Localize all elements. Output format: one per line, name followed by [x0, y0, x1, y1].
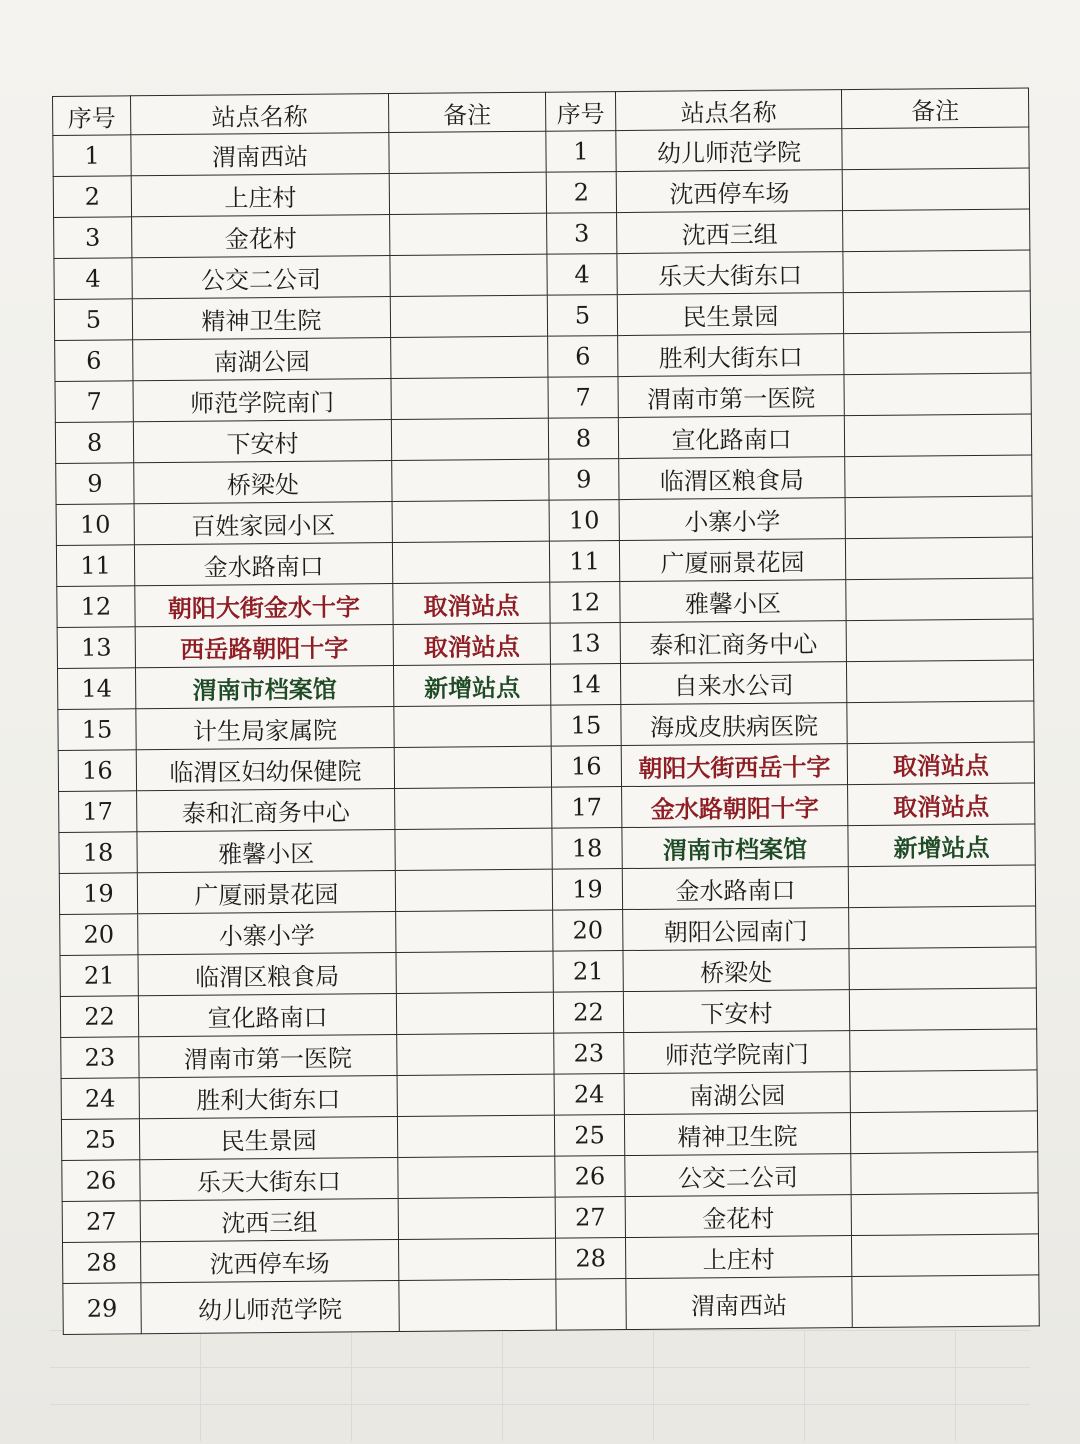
seq-right: 3	[547, 213, 617, 255]
note-right	[844, 332, 1031, 375]
seq-right: 14	[550, 664, 620, 706]
header-seq-left: 序号	[53, 96, 131, 136]
seq-right: 28	[555, 1238, 625, 1280]
seq-left: 10	[56, 504, 134, 546]
station-name-left: 金水路南口	[134, 543, 392, 586]
seq-right: 10	[549, 500, 619, 542]
station-name-left: 泰和汇商务中心	[137, 789, 395, 832]
seq-right: 11	[549, 541, 619, 583]
seq-left: 25	[61, 1119, 139, 1161]
seq-left: 14	[57, 668, 135, 710]
seq-right: 9	[549, 459, 619, 501]
station-name-left: 南湖公园	[133, 338, 391, 381]
note-left	[396, 910, 553, 952]
table-row	[63, 1275, 1039, 1335]
seq-right: 16	[551, 746, 621, 788]
note-left	[389, 172, 546, 214]
seq-right: 7	[548, 377, 618, 419]
station-name-left: 广厦丽景花园	[137, 871, 395, 914]
note-left	[397, 1074, 554, 1116]
station-name-right: 沈西三组	[617, 211, 843, 254]
note-left	[398, 1238, 555, 1280]
station-name-left: 公交二公司	[132, 256, 390, 299]
station-name-right: 幼儿师范学院	[616, 129, 842, 172]
station-name-left: 宣化路南口	[138, 994, 396, 1037]
station-name-right: 朝阳公园南门	[623, 908, 849, 951]
seq-left: 24	[61, 1078, 139, 1120]
note-right	[845, 537, 1032, 580]
note-right	[846, 578, 1033, 621]
station-name-left: 临渭区粮食局	[138, 953, 396, 996]
note-right	[842, 127, 1029, 170]
note-right: 取消站点	[848, 783, 1035, 826]
station-name-right: 精神卫生院	[624, 1113, 850, 1156]
station-name-left: 沈西三组	[140, 1199, 398, 1242]
note-left	[391, 418, 548, 460]
note-right	[844, 373, 1031, 416]
note-right	[850, 1070, 1037, 1113]
seq-right: 21	[553, 951, 623, 993]
note-right	[843, 291, 1030, 334]
station-name-right: 临渭区粮食局	[619, 457, 845, 500]
note-left	[396, 992, 553, 1034]
seq-left: 18	[59, 832, 137, 874]
note-right	[849, 988, 1036, 1031]
seq-left: 1	[53, 135, 131, 177]
station-name-right: 南湖公园	[624, 1072, 850, 1115]
note-left	[390, 213, 547, 255]
station-name-left: 计生局家属院	[136, 707, 394, 750]
note-right	[846, 619, 1033, 662]
note-right	[850, 1111, 1037, 1154]
seq-right: 13	[550, 623, 620, 665]
note-right	[852, 1275, 1039, 1328]
note-right	[851, 1152, 1038, 1195]
station-table	[52, 87, 1040, 1334]
seq-left: 11	[56, 545, 134, 587]
seq-left: 28	[63, 1242, 141, 1284]
station-name-left: 桥梁处	[134, 461, 392, 504]
header-note-left: 备注	[388, 92, 545, 132]
seq-left: 26	[62, 1160, 140, 1202]
seq-right: 27	[555, 1197, 625, 1239]
seq-left: 9	[56, 463, 134, 505]
header-name-right: 站点名称	[615, 90, 841, 131]
note-left	[398, 1156, 555, 1198]
station-name-left: 下安村	[133, 420, 391, 463]
seq-right: 23	[554, 1033, 624, 1075]
seq-left: 4	[54, 258, 132, 300]
note-right	[849, 906, 1036, 949]
note-left	[391, 336, 548, 378]
station-name-left: 师范学院南门	[133, 379, 391, 422]
station-name-left: 沈西停车场	[141, 1240, 399, 1283]
note-left: 新增站点	[393, 664, 550, 706]
note-right	[845, 496, 1032, 539]
note-left	[395, 828, 552, 870]
station-name-left: 胜利大街东口	[139, 1076, 397, 1119]
seq-left: 20	[60, 914, 138, 956]
note-left: 取消站点	[393, 582, 550, 624]
seq-left: 2	[53, 176, 131, 218]
station-name-right: 金水路朝阳十字	[622, 785, 848, 828]
note-left	[392, 541, 549, 583]
station-name-right: 小寨小学	[619, 498, 845, 541]
seq-left: 16	[58, 750, 136, 792]
note-right	[849, 947, 1036, 990]
seq-left: 19	[59, 873, 137, 915]
station-name-left: 渭南市第一医院	[139, 1035, 397, 1078]
station-name-left: 金花村	[132, 215, 390, 258]
station-name-right: 雅馨小区	[620, 580, 846, 623]
note-right	[846, 660, 1033, 703]
seq-left: 3	[54, 217, 132, 259]
note-left	[390, 295, 547, 337]
seq-right: 15	[551, 705, 621, 747]
seq-right: 25	[554, 1115, 624, 1157]
station-name-left: 朝阳大街金水十字	[135, 584, 393, 627]
note-left: 取消站点	[393, 623, 550, 665]
note-left	[395, 869, 552, 911]
note-right: 取消站点	[847, 742, 1034, 785]
station-name-left: 雅馨小区	[137, 830, 395, 873]
station-name-right: 公交二公司	[625, 1154, 851, 1197]
seq-right: 26	[555, 1156, 625, 1198]
note-left	[389, 131, 546, 173]
note-right	[851, 1234, 1038, 1277]
table-body	[53, 127, 1039, 1334]
station-name-right: 上庄村	[625, 1236, 851, 1279]
note-left	[397, 1033, 554, 1075]
seq-left: 22	[60, 996, 138, 1038]
seq-right: 18	[552, 828, 622, 870]
seq-left: 5	[54, 299, 132, 341]
station-name-right: 乐天大街东口	[617, 252, 843, 295]
seq-right: 22	[553, 992, 623, 1034]
seq-left: 23	[61, 1037, 139, 1079]
note-right	[843, 250, 1030, 293]
note-left	[399, 1279, 556, 1331]
seq-left: 15	[58, 709, 136, 751]
note-left	[398, 1197, 555, 1239]
station-name-right: 民生景园	[617, 293, 843, 336]
station-name-right: 胜利大街东口	[618, 334, 844, 377]
station-name-right: 广厦丽景花园	[619, 539, 845, 582]
seq-left: 17	[59, 791, 137, 833]
note-right	[843, 209, 1030, 252]
station-name-right: 朝阳大街西岳十字	[621, 744, 847, 787]
station-name-left: 渭南市档案馆	[135, 666, 393, 709]
header-name-left: 站点名称	[131, 94, 389, 135]
seq-right: 5	[547, 295, 617, 337]
note-right	[844, 414, 1031, 457]
note-right	[842, 168, 1029, 211]
note-left	[396, 951, 553, 993]
station-name-right: 桥梁处	[623, 949, 849, 992]
station-table-sheet	[52, 87, 1039, 1325]
seq-right: 24	[554, 1074, 624, 1116]
note-left	[391, 377, 548, 419]
station-name-right: 渭南市第一医院	[618, 375, 844, 418]
seq-left: 13	[57, 627, 135, 669]
seq-left: 7	[55, 381, 133, 423]
header-note-right: 备注	[841, 88, 1028, 129]
station-name-left: 临渭区妇幼保健院	[136, 748, 394, 791]
station-name-right: 宣化路南口	[618, 416, 844, 459]
station-name-right: 金花村	[625, 1195, 851, 1238]
note-right	[850, 1029, 1037, 1072]
seq-right: 2	[546, 172, 616, 214]
seq-right: 1	[546, 131, 616, 173]
note-left	[392, 500, 549, 542]
seq-right: 4	[547, 254, 617, 296]
note-left	[392, 459, 549, 501]
note-left	[395, 787, 552, 829]
station-name-right: 下安村	[623, 990, 849, 1033]
note-right	[851, 1193, 1038, 1236]
station-name-right: 金水路南口	[622, 867, 848, 910]
seq-right: 17	[552, 787, 622, 829]
station-name-right: 泰和汇商务中心	[620, 621, 846, 664]
station-name-right: 海成皮肤病医院	[621, 703, 847, 746]
seq-left: 29	[63, 1283, 141, 1335]
note-left	[390, 254, 547, 296]
seq-left: 6	[55, 340, 133, 382]
station-name-left: 民生景园	[139, 1117, 397, 1160]
seq-right: 8	[548, 418, 618, 460]
bleed-through-table	[50, 1330, 1030, 1441]
station-name-left: 百姓家园小区	[134, 502, 392, 545]
station-name-right: 师范学院南门	[624, 1031, 850, 1074]
note-right: 新增站点	[848, 824, 1035, 867]
station-name-left: 上庄村	[131, 174, 389, 217]
station-name-left: 精神卫生院	[132, 297, 390, 340]
seq-left: 12	[57, 586, 135, 628]
seq-left: 8	[55, 422, 133, 464]
note-right	[848, 865, 1035, 908]
seq-right: 12	[550, 582, 620, 624]
station-name-right: 沈西停车场	[616, 170, 842, 213]
note-right	[847, 701, 1034, 744]
station-name-left: 幼儿师范学院	[141, 1281, 399, 1334]
note-right	[845, 455, 1032, 498]
seq-right	[556, 1279, 626, 1331]
station-name-right: 渭南市档案馆	[622, 826, 848, 869]
station-name-left: 乐天大街东口	[140, 1158, 398, 1201]
seq-left: 27	[62, 1201, 140, 1243]
note-left	[397, 1115, 554, 1157]
station-name-left: 渭南西站	[131, 133, 389, 176]
note-left	[394, 705, 551, 747]
seq-right: 6	[548, 336, 618, 378]
station-name-right: 渭南西站	[626, 1277, 852, 1330]
station-name-left: 小寨小学	[138, 912, 396, 955]
seq-left: 21	[60, 955, 138, 997]
station-name-right: 自来水公司	[620, 662, 846, 705]
note-left	[394, 746, 551, 788]
seq-right: 19	[552, 869, 622, 911]
station-name-left: 西岳路朝阳十字	[135, 625, 393, 668]
seq-right: 20	[553, 910, 623, 952]
header-seq-right: 序号	[545, 92, 615, 132]
